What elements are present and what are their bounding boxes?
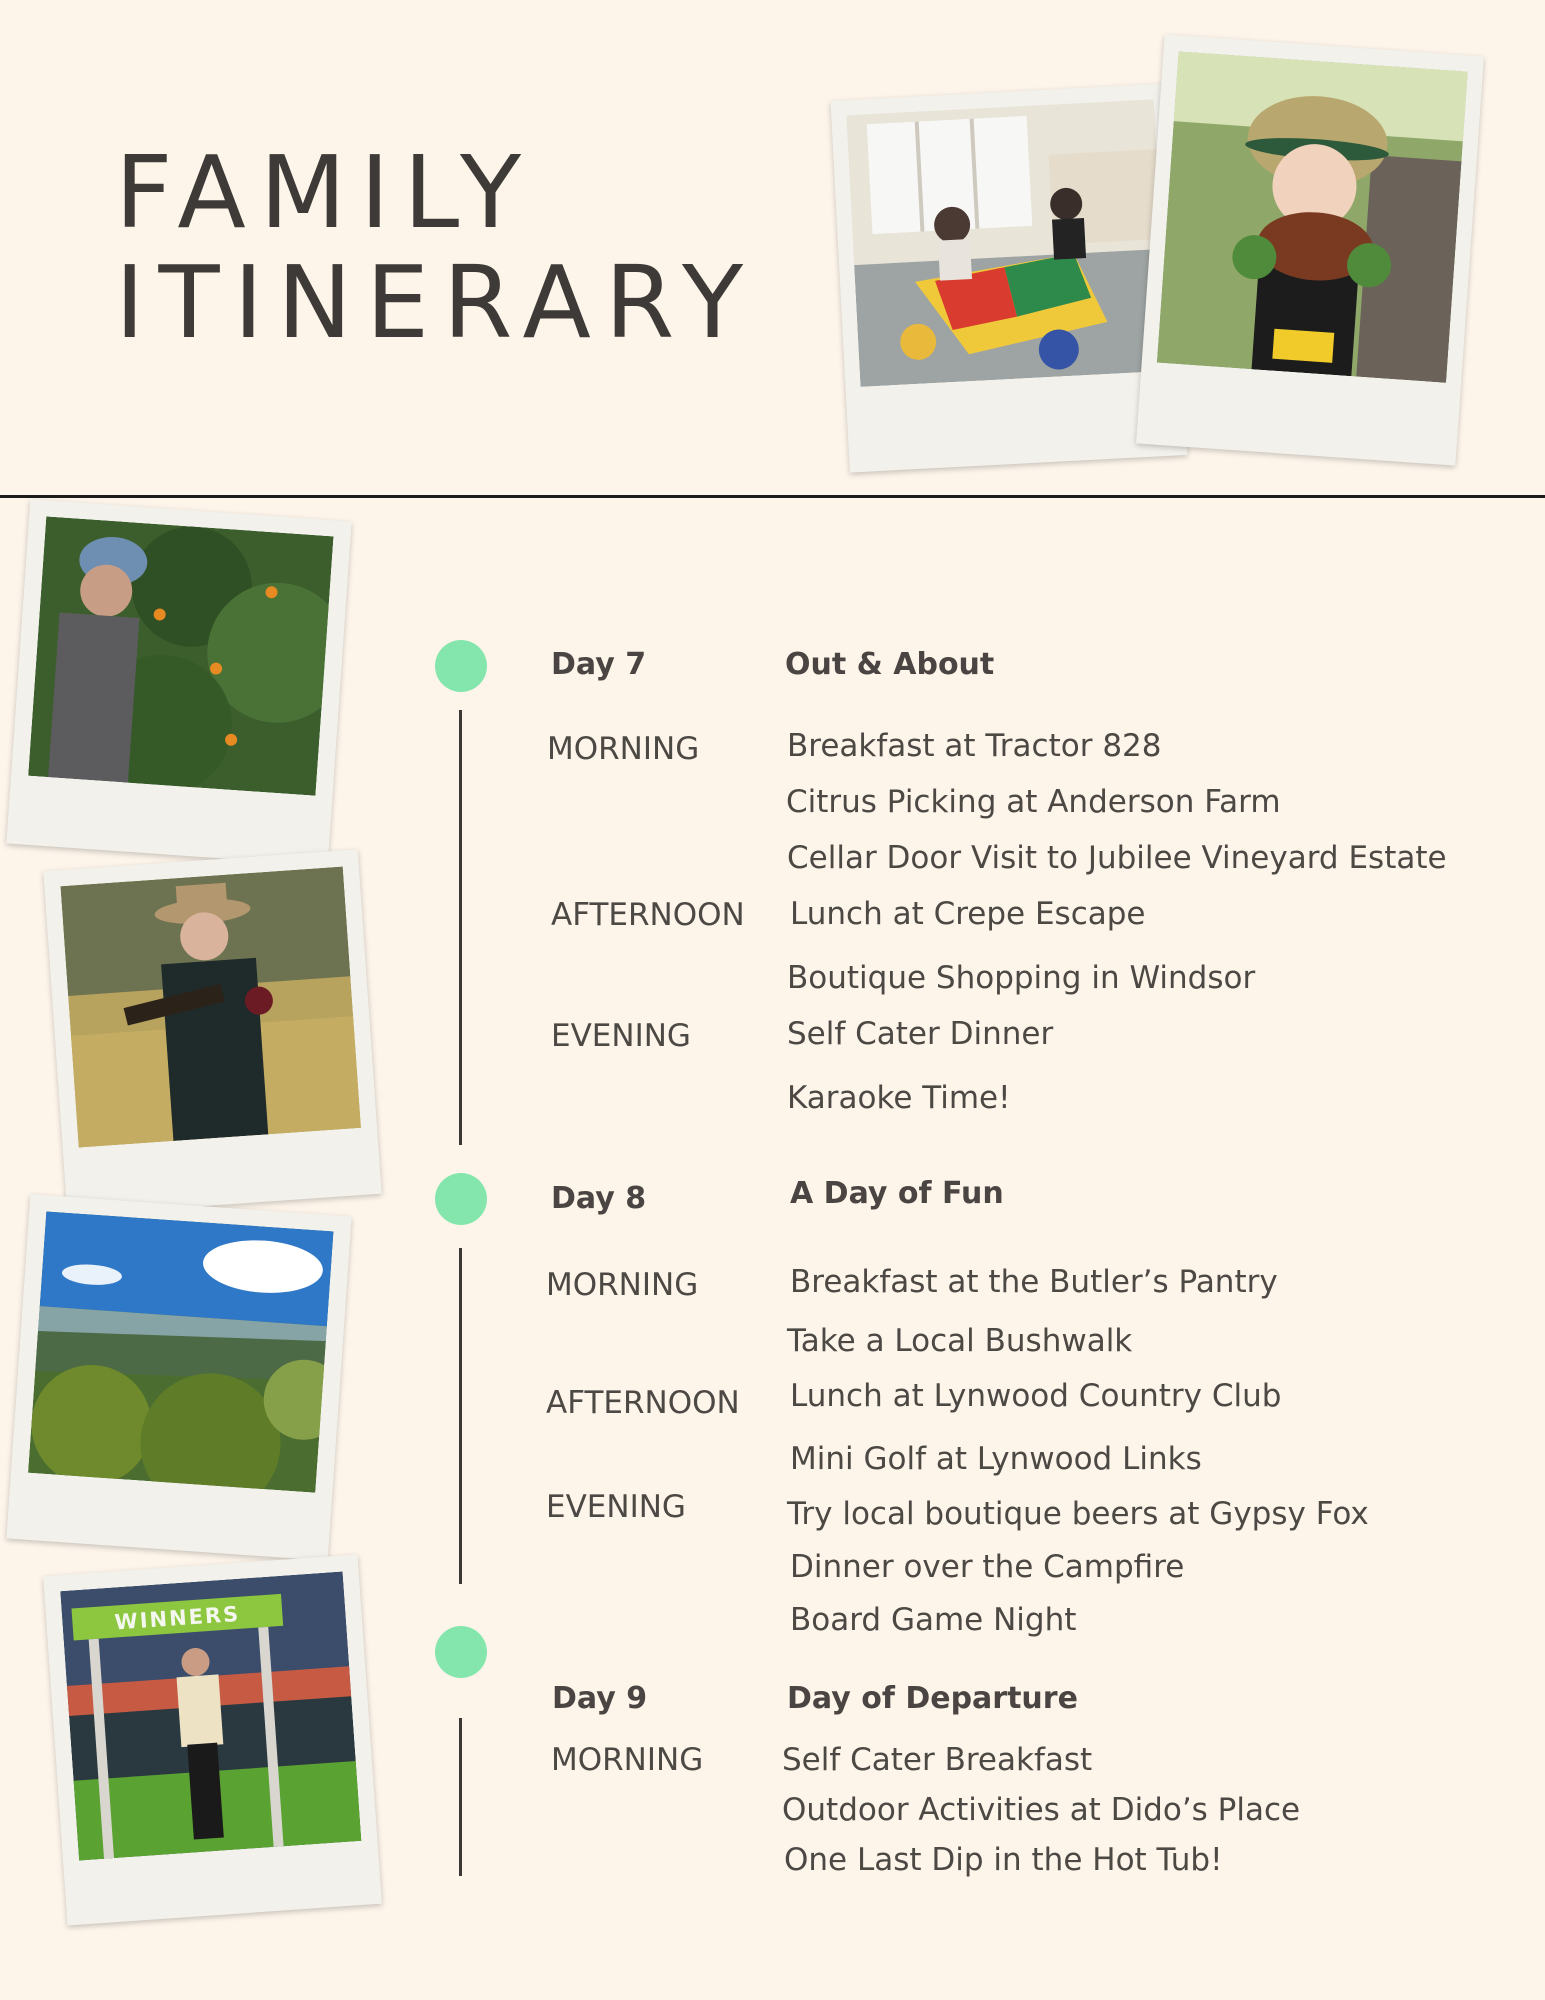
day-9-theme: Day of Departure bbox=[787, 1681, 1078, 1716]
title-line-1: FAMILY bbox=[115, 134, 536, 251]
day-8-evening: EVENING bbox=[546, 1489, 686, 1525]
day-8-theme: A Day of Fun bbox=[790, 1176, 1004, 1211]
day-7-evening: EVENING bbox=[551, 1018, 691, 1054]
day-7-timeline bbox=[459, 710, 462, 1145]
day-8-morning: MORNING bbox=[546, 1267, 699, 1303]
day-8-activity: Board Game Night bbox=[790, 1602, 1077, 1638]
polaroid-playroom bbox=[830, 83, 1187, 472]
polaroid-wine bbox=[43, 849, 381, 1215]
day-7-activity: Breakfast at Tractor 828 bbox=[787, 728, 1162, 764]
day-7-morning: MORNING bbox=[547, 731, 700, 767]
photo-girl-veggies bbox=[1157, 51, 1468, 382]
title-line-2: ITINERARY bbox=[115, 244, 758, 361]
polaroid-minigolf bbox=[43, 1554, 382, 1925]
photo-citrus bbox=[28, 516, 333, 795]
day-7-activity: Lunch at Crepe Escape bbox=[790, 896, 1146, 932]
day-9-label: Day 9 bbox=[552, 1681, 648, 1716]
day-8-activity: Mini Golf at Lynwood Links bbox=[790, 1441, 1202, 1477]
polaroid-valley bbox=[6, 1194, 351, 1561]
day-8-activity: Dinner over the Campfire bbox=[790, 1549, 1185, 1585]
day-8-timeline bbox=[459, 1248, 462, 1584]
day-7-activity: Self Cater Dinner bbox=[787, 1016, 1054, 1052]
header-divider bbox=[0, 495, 1545, 498]
polaroid-girl-veggies bbox=[1136, 34, 1484, 465]
photo-playroom bbox=[846, 99, 1168, 387]
day-9-timeline bbox=[459, 1718, 462, 1876]
day-7-activity: Citrus Picking at Anderson Farm bbox=[786, 784, 1281, 820]
photo-wine bbox=[60, 867, 361, 1148]
photo-minigolf bbox=[60, 1572, 361, 1861]
photo-valley bbox=[28, 1211, 334, 1492]
day-9-activity: Self Cater Breakfast bbox=[782, 1742, 1093, 1778]
day-8-activity: Breakfast at the Butler’s Pantry bbox=[790, 1264, 1278, 1300]
page-title bbox=[115, 134, 758, 361]
day-7-activity: Cellar Door Visit to Jubilee Vineyard Estate bbox=[787, 840, 1447, 876]
polaroid-citrus bbox=[6, 499, 351, 866]
day-9-activity: Outdoor Activities at Dido’s Place bbox=[782, 1792, 1301, 1828]
day-8-marker bbox=[435, 1173, 487, 1225]
golf-sign-text: WINNERS bbox=[113, 1601, 241, 1635]
day-7-activity: Karaoke Time! bbox=[787, 1080, 1011, 1116]
day-7-theme: Out & About bbox=[785, 647, 995, 682]
day-7-afternoon: AFTERNOON bbox=[551, 897, 745, 933]
day-9-marker bbox=[435, 1626, 487, 1678]
day-9-activity: One Last Dip in the Hot Tub! bbox=[784, 1842, 1223, 1878]
day-7-activity: Boutique Shopping in Windsor bbox=[787, 960, 1256, 996]
day-8-activity: Try local boutique beers at Gypsy Fox bbox=[787, 1496, 1369, 1532]
day-7-marker bbox=[435, 640, 487, 692]
day-8-label: Day 8 bbox=[551, 1181, 647, 1216]
day-7-label: Day 7 bbox=[551, 647, 647, 682]
day-8-activity: Lunch at Lynwood Country Club bbox=[790, 1378, 1282, 1414]
day-8-activity: Take a Local Bushwalk bbox=[787, 1323, 1133, 1359]
day-9-morning: MORNING bbox=[551, 1742, 704, 1778]
day-8-afternoon: AFTERNOON bbox=[546, 1385, 740, 1421]
